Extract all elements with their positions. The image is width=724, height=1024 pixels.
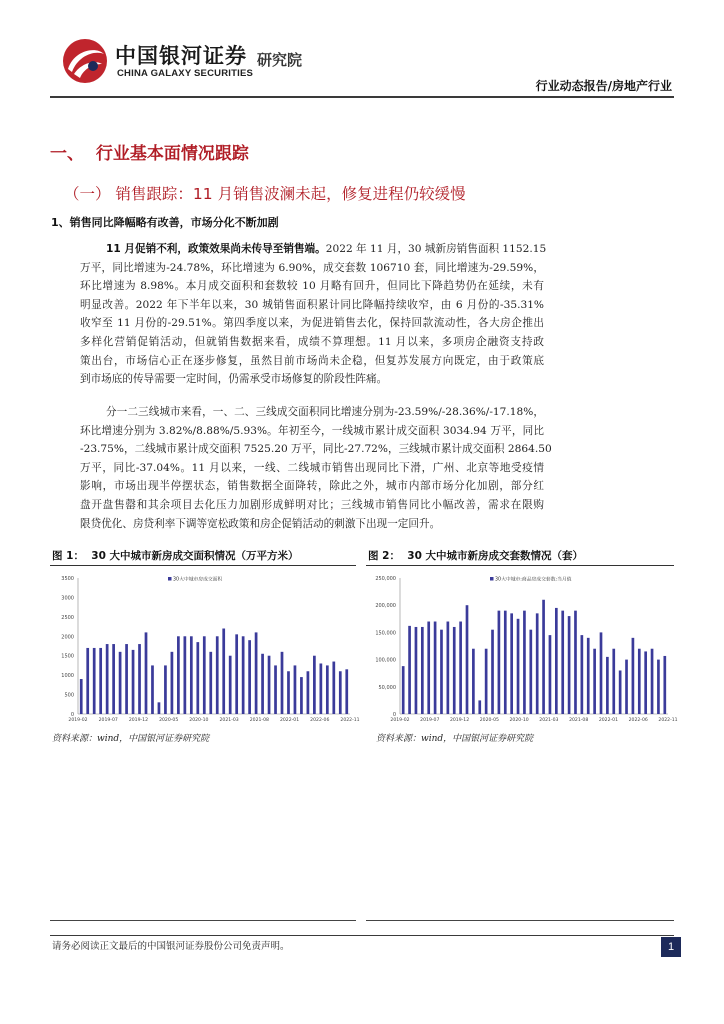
y-tick-label: 250,000 xyxy=(375,576,396,582)
chart-bar xyxy=(434,622,437,714)
chart-bar xyxy=(402,666,405,714)
chart-bar xyxy=(145,632,148,714)
chart-bar xyxy=(555,608,558,714)
chart-bar xyxy=(86,648,89,714)
chart-bar xyxy=(466,605,469,714)
chart-bar xyxy=(517,619,520,714)
y-tick-label: 0 xyxy=(70,712,74,718)
legend-swatch xyxy=(168,577,172,581)
galaxy-logo-icon xyxy=(60,36,110,86)
chart-bar xyxy=(638,649,641,714)
y-tick-label: 500 xyxy=(64,692,74,699)
footer-divider xyxy=(50,935,674,936)
paragraph-line: 11 月促销不利，政策效果尚未传导至销售端。2022 年 11 月，30 城新房销售面积 1152.15 xyxy=(106,243,547,255)
chart-bar xyxy=(510,613,513,714)
chart-bar xyxy=(261,654,264,714)
chart-bar xyxy=(612,649,615,714)
chart-bar xyxy=(600,632,603,714)
topic-heading: 1、销售同比降幅略有改善，市场分化不断加剧 xyxy=(51,216,279,229)
brand-name-en: CHINA GALAXY SECURITIES xyxy=(117,68,254,79)
chart-bar xyxy=(504,611,507,714)
paragraph-line: 分一二三线城市来看，一、二、三线成交面积同比增速分别为-23.59%/-28.36%/-17.18%， xyxy=(106,406,544,418)
paragraph-city-tiers xyxy=(80,403,672,533)
chart-bar xyxy=(536,613,539,714)
y-tick-label: 2000 xyxy=(61,634,74,641)
paragraph-sales-overview xyxy=(80,240,672,389)
brand-name-cn: 中国银河证券 xyxy=(115,44,247,68)
chart-bar xyxy=(326,665,329,714)
chart-bar xyxy=(408,626,411,714)
chart-bar xyxy=(644,651,647,714)
x-tick-label: 2022-11 xyxy=(340,718,360,723)
chart-bar xyxy=(203,636,206,714)
chart-bar xyxy=(561,611,564,714)
x-tick-label: 2021-03 xyxy=(219,718,239,723)
chart-bar xyxy=(183,636,186,714)
chart-bar xyxy=(171,652,174,714)
paragraph-line: 环比增速为 8.98%。本月成交面积和套数较 10 月略有回升，但同比下降趋势仍在延续，未有 xyxy=(80,280,544,293)
chart-bar xyxy=(119,652,122,714)
subsection-heading: （一） 销售跟踪：11 月销售波澜未起，修复进程仍较缓慢 xyxy=(64,185,466,203)
paragraph-line: 策出台，市场信心正在逐步修复，虽然目前市场尚未企稳，但复苏发展方向既定，由于政策底 xyxy=(80,354,544,367)
chart-bar xyxy=(581,635,584,714)
column-divider-right xyxy=(366,920,674,921)
paragraph-line: 多样化营销促销活动，但就销售数据来看，成绩不算理想。11 月以来，多项房企融资支持政 xyxy=(80,335,544,348)
chart-bar xyxy=(274,665,277,714)
x-tick-label: 2019-07 xyxy=(420,718,440,723)
x-tick-label: 2021-08 xyxy=(249,718,269,723)
chart-bar xyxy=(99,648,102,714)
x-tick-label: 2019-02 xyxy=(68,718,88,723)
header-divider xyxy=(50,96,674,98)
paragraph-line: 影响，市场出现半停摆状态，销售数据全面降转，除此之外，城市内部市场分化加剧，部分红 xyxy=(80,480,544,493)
chart-bar xyxy=(319,663,322,714)
y-tick-label: 3000 xyxy=(61,595,74,602)
y-tick-label: 3500 xyxy=(61,576,74,582)
footer-disclaimer: 请务必阅读正文最后的中国银河证券股份公司免责声明。 xyxy=(52,941,290,952)
x-tick-label: 2019-02 xyxy=(390,718,410,723)
legend-swatch xyxy=(490,577,494,581)
chart-bar xyxy=(459,622,462,714)
chart-bar xyxy=(421,627,424,714)
chart-bar xyxy=(190,636,193,714)
column-divider-left xyxy=(50,920,356,921)
chart-bar xyxy=(339,671,342,714)
chart-bar xyxy=(177,636,180,714)
paragraph-line: 盘开盘售罄和其余项目去化压力加剧形成鲜明对比；三线城市销售同比小幅改善，需求在限购 xyxy=(80,498,544,511)
figure-1-title: 图 1： 30 大中城市新房成交面积情况（万平方米） xyxy=(52,550,299,562)
chart-bar xyxy=(132,650,135,714)
x-tick-label: 2019-12 xyxy=(449,718,470,723)
figure-1-source: 资料来源：wind，中国银河证券研究院 xyxy=(52,734,210,744)
chart-bar xyxy=(196,642,199,714)
chart-bar xyxy=(307,671,310,714)
paragraph-line: 限贷优化、房贷利率下调等宽松政策和房企促销活动的刺激下出现一定回升。 xyxy=(80,517,441,530)
chart-bar xyxy=(427,622,430,714)
chart-bar xyxy=(222,629,225,714)
chart-bar xyxy=(287,671,290,714)
y-tick-label: 0 xyxy=(392,712,396,718)
chart-bar xyxy=(112,644,115,714)
x-tick-label: 2022-01 xyxy=(598,718,619,723)
x-tick-label: 2022-11 xyxy=(658,718,678,723)
chart-bar xyxy=(209,652,212,714)
chart-bar xyxy=(549,635,552,714)
x-tick-label: 2020-10 xyxy=(189,718,209,723)
chart-bar xyxy=(447,622,450,714)
chart-bar xyxy=(300,677,303,714)
chart-bar xyxy=(542,600,545,714)
chart-bar xyxy=(151,665,154,714)
chart-bar xyxy=(453,627,456,714)
figure-2-title: 图 2： 30 大中城市新房成交套数情况（套） xyxy=(368,550,584,562)
paragraph-line: 收窄至 11 月份的-29.51%。第四季度以来，为促进销售去化，保持回款流动性，各大房企推出 xyxy=(80,317,544,330)
paragraph-line: 万平，同比-37.04%。11 月以来，一线、二线城市销售出现同比下滑，广州、北京等地受疫情 xyxy=(80,461,544,474)
chart-bar xyxy=(491,630,494,714)
chart-bar xyxy=(663,656,666,714)
chart-bar xyxy=(332,662,335,714)
chart-bar xyxy=(619,670,622,714)
chart-bar xyxy=(93,648,96,714)
chart-bar xyxy=(440,630,443,714)
chart-bar xyxy=(255,632,258,714)
chart-bar xyxy=(632,638,635,714)
x-tick-label: 2021-08 xyxy=(569,718,589,723)
chart-bar xyxy=(313,656,316,714)
y-tick-label: 1000 xyxy=(61,673,74,680)
x-tick-label: 2022-01 xyxy=(279,718,300,723)
chart-bar xyxy=(568,616,571,714)
chart-bar xyxy=(216,636,219,714)
chart-bar xyxy=(248,640,251,714)
x-tick-label: 2020-05 xyxy=(479,718,499,723)
x-tick-label: 2020-05 xyxy=(159,718,179,723)
paragraph-line: 环比增速分别为 3.82%/8.88%/5.93%。年初至今，一线城市累计成交面积 3034.94 万平，同比 xyxy=(80,424,544,437)
report-type: 行业动态报告/房地产行业 xyxy=(535,79,672,93)
chart-bar xyxy=(106,644,109,714)
chart-bar xyxy=(242,636,245,714)
chart-bar xyxy=(125,644,128,714)
x-tick-label: 2021-03 xyxy=(539,718,559,723)
chart-bar xyxy=(485,649,488,714)
figure-2-rule xyxy=(366,565,674,566)
x-tick-label: 2019-07 xyxy=(98,718,118,723)
y-tick-label: 50,000 xyxy=(378,684,396,691)
paragraph-line: 到市场底的传导需要一定时间，仍需承受市场修复的阶段性阵痛。 xyxy=(80,373,388,386)
chart-bar xyxy=(415,627,418,714)
chart-bar xyxy=(498,611,501,714)
paragraph-line: 万平，同比增速为-24.78%，环比增速为 6.90%，成交套数 106710 套，同比增速为-29.59%， xyxy=(80,261,544,274)
x-tick-label: 2022-06 xyxy=(310,718,330,723)
chart-bar xyxy=(523,611,526,714)
section-heading: 一、 行业基本面情况跟踪 xyxy=(50,144,249,164)
chart-bar xyxy=(164,665,167,714)
brand-institute: 研究院 xyxy=(257,51,303,69)
chart-bar xyxy=(281,652,284,714)
page-number: 1 xyxy=(661,937,681,957)
chart-bar xyxy=(345,669,348,714)
chart-bar xyxy=(587,638,590,714)
chart-bar xyxy=(625,660,628,714)
chart-bar xyxy=(657,660,660,714)
figure-2-source: 资料来源：wind，中国银河证券研究院 xyxy=(376,734,534,744)
x-tick-label: 2020-10 xyxy=(509,718,529,723)
chart-bar xyxy=(651,649,654,714)
y-tick-label: 100,000 xyxy=(375,657,396,664)
y-tick-label: 1500 xyxy=(61,653,74,660)
y-tick-label: 2500 xyxy=(61,614,74,621)
x-tick-label: 2019-12 xyxy=(128,718,149,723)
chart-bar xyxy=(158,702,161,714)
y-tick-label: 200,000 xyxy=(375,603,396,610)
paragraph-line: -23.75%，二线城市累计成交面积 7525.20 万平，同比-27.72%，三线城市累计成交面积 2864.50 xyxy=(80,443,552,456)
chart-bar xyxy=(138,644,141,714)
chart-units xyxy=(366,568,678,724)
chart-bar xyxy=(268,656,271,714)
figure-1-rule xyxy=(50,565,356,566)
chart-bar xyxy=(574,611,577,714)
chart-bar xyxy=(472,649,475,714)
paragraph-line: 明显改善。2022 年下半年以来，30 城销售面积累计同比降幅持续收窄，由 6 月份的-35.31% xyxy=(80,298,544,311)
chart-bar xyxy=(235,634,238,714)
legend-label: 30大中城市:商品房成交套数:当月值 xyxy=(495,577,572,583)
chart-bar xyxy=(606,657,609,714)
chart-bar xyxy=(478,700,481,714)
y-tick-label: 150,000 xyxy=(375,630,396,637)
chart-bar xyxy=(529,630,532,714)
chart-bar xyxy=(229,656,232,714)
chart-bar xyxy=(593,649,596,714)
legend-label: 30大中城市房成交面积 xyxy=(173,577,223,583)
chart-bar xyxy=(294,665,297,714)
x-tick-label: 2022-06 xyxy=(628,718,648,723)
paragraph-lead: 11 月促销不利，政策效果尚未传导至销售端。 xyxy=(106,243,326,255)
chart-bar xyxy=(80,679,83,714)
chart-area xyxy=(50,568,360,724)
